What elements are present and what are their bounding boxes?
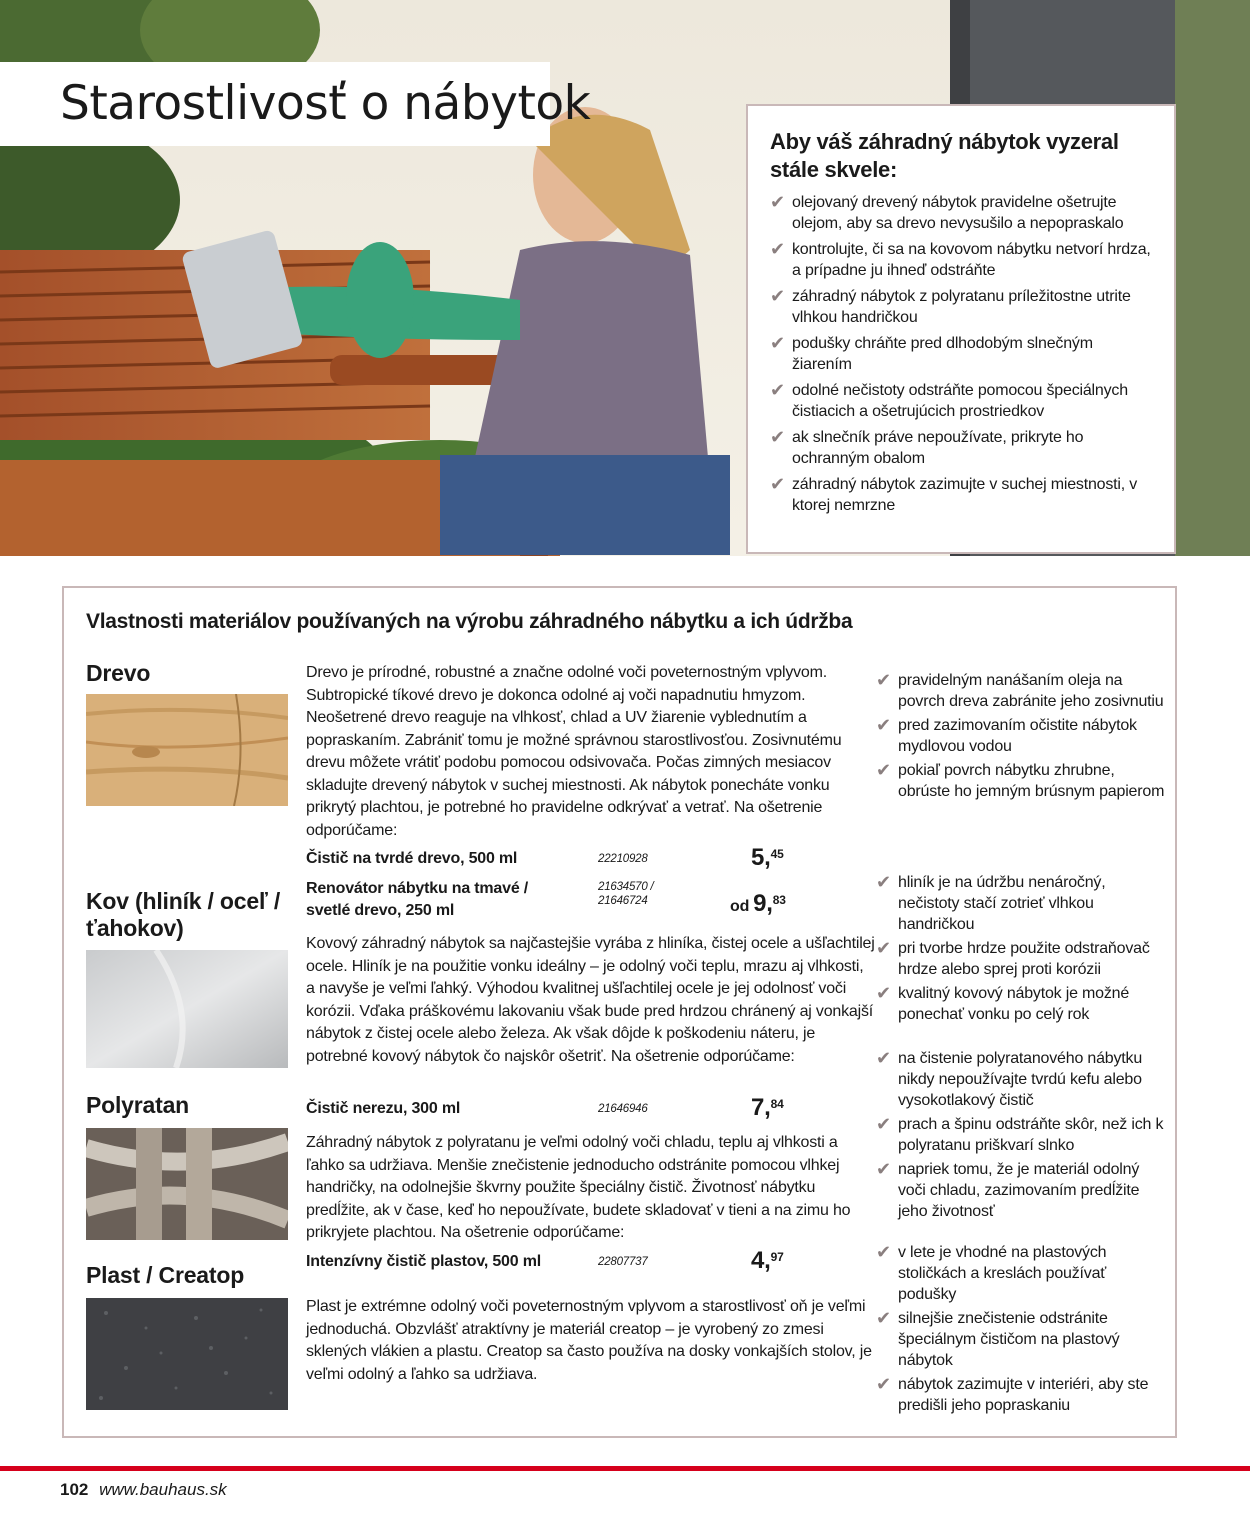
polyratan-description: Záhradný nábytok z polyratanu je veľmi odolný voči chladu, teplu aj vlhkosti a ľahko sa udržiava. Menšie znečistenie jednoducho odstránite pomocou vlhkej handričky, na odolnejšie škvrny použite špeciálny čistič. Životnosť nábytku predĺžite, ak v čase, keď ho nepoužívate, budete skladovať v tieni a na zimu ho prikryjete plachtou. Na ošetrenie odporúčame: [306,1134,851,1241]
product-price: 7,84 [751,1094,784,1121]
kov-tip: ✔ hliník je na údržbu nenáročný, nečistoty stačí zotrieť vlhkou handričkou [876,872,1106,933]
plast-description: Plast je extrémne odolný voči poveternostným vplyvom a starostlivosť oň je veľmi jednoduchá. Obzvlášť atraktívny je materiál creatop – je vyrobený zo zmesi sklených vlákien a plastu. Creatop sa často používa na dosky vonkajších stolov, je veľmi odolný a ľahko sa udržiava. [306,1298,872,1383]
product-name: Intenzívny čistič plastov, 500 ml [306,1253,541,1270]
drevo-tips [876,670,1166,805]
drevo-description: Drevo je prírodné, robustné a značne odolné voči poveternostným vplyvom. Subtropické tíkové drevo je dokonca odolné aj voči napadnutiu hmyzom. Neošetrené drevo reaguje na vlhkosť, chlad a UV žiarenie vyblednutím a popraskaním. Zabrániť tomu je možné správnou starostlivosťou. Zosivnutému drevu môžete vrátiť podobu pomocou odsivovača. Počas zimných mesiacov skladujte drevený nábytok v suchej miestnosti. Ak nábytok ponecháte vonku prikrytý plachtou, je potrebné ho pravidelne odkrývať a vetrať. Na ošetrenie odporúčame: [306,664,842,839]
product-code: 21646946 [598,1103,648,1115]
care-tip: ✔ odolné nečistoty odstráňte pomocou špeciálnych čistiacich a ošetrujúcich prostriedkov [770,380,1128,420]
product-code: 22210928 [598,853,648,865]
title-box [0,62,591,146]
footer-divider [0,1466,1250,1471]
check-icon: ✔ [876,715,891,735]
check-icon: ✔ [876,1242,891,1262]
material-title-kov: Kov (hliník / oceľ / ťahokov) [86,888,281,941]
care-tip: ✔ olejovaný drevený nábytok pravidelne ošetrujte olejom, aby sa drevo nevysušilo a nepopraskalo [770,192,1124,232]
kov-tip: ✔ pri tvorbe hrdze použite odstraňovač hrdze alebo sprej proti korózii [876,938,1150,978]
plast-tips [876,1242,1166,1419]
page-title: Starostlivosť o nábytok [60,76,591,131]
polyratan-tip: ✔ na čistenie polyratanového nábytku nikdy nepoužívajte tvrdú kefu alebo vysokotlakový čistič [876,1048,1143,1109]
polyratan-tip: ✔ napriek tomu, že je materiál odolný voči chladu, zazimovaním predĺžite jeho životnosť [876,1159,1140,1220]
check-icon: ✔ [876,1114,891,1134]
care-tip: ✔ záhradný nábytok z polyratanu príležitostne utrite vlhkou handričkou [770,286,1131,326]
product-name: Čistič nerezu, 300 ml [306,1100,461,1117]
material-title-polyratan: Polyratan [86,1092,190,1118]
website-link[interactable]: www.bauhaus.sk [99,1480,227,1499]
drevo-tip: ✔ pokiaľ povrch nábytku zhrubne, obrúste ho jemným brúsnym papierom [876,760,1165,800]
check-icon: ✔ [770,239,785,259]
check-icon: ✔ [876,1048,891,1068]
product-code: 21634570 / 21646724 [598,881,654,907]
check-icon: ✔ [770,192,785,212]
polyratan-swatch-image [86,1128,288,1240]
material-title-plast: Plast / Creatop [86,1262,245,1288]
kov-tip: ✔ kvalitný kovový nábytok je možné ponechať vonku po celý rok [876,983,1130,1023]
check-icon: ✔ [770,474,785,494]
check-icon: ✔ [876,760,891,780]
check-icon: ✔ [876,1374,891,1394]
page-number: 102 [60,1480,89,1499]
kov-tips [876,872,1166,1028]
check-icon: ✔ [770,380,785,400]
check-icon: ✔ [770,427,785,447]
product-code: 22807737 [598,1256,648,1268]
care-tip: ✔ kontrolujte, či sa na kovovom nábytku netvorí hrdza, a prípadne ju ihneď odstráňte [770,239,1151,279]
product-row [306,1094,786,1121]
check-icon: ✔ [876,872,891,892]
check-icon: ✔ [876,983,891,1003]
materials-heading: Vlastnosti materiálov používaných na výrobu záhradného nábytku a ich údržba [86,610,853,633]
plast-tip: ✔ nábytok zazimujte v interiéri, aby ste predišli jeho popraskaniu [876,1374,1149,1414]
check-icon: ✔ [876,1308,891,1328]
check-icon: ✔ [770,333,785,353]
care-tip: ✔ záhradný nábytok zazimujte v suchej miestnosti, v ktorej nemrzne [770,474,1138,514]
care-tip: ✔ ak slnečník práve nepoužívate, prikryte ho ochranným obalom [770,427,1084,467]
product-name: Čistič na tvrdé drevo, 500 ml [306,850,518,867]
check-icon: ✔ [876,670,891,690]
drevo-tip: ✔ pred zazimovaním očistite nábytok mydlovou vodou [876,715,1137,755]
polyratan-tip: ✔ prach a špinu odstráňte skôr, než ich k polyratanu priškvarí slnko [876,1114,1164,1154]
care-tip: ✔ podušky chráňte pred dlhodobým slnečným žiarením [770,333,1093,373]
product-row [306,844,786,871]
product-price: od 9,83 [730,890,786,917]
check-icon: ✔ [770,286,785,306]
materials-section [62,586,1177,1438]
drevo-tip: ✔ pravidelným nanášaním oleja na povrch dreva zabránite jeho zosivnutiu [876,670,1164,710]
check-icon: ✔ [876,938,891,958]
check-icon: ✔ [876,1159,891,1179]
plast-tip: ✔ silnejšie znečistenie odstránite špeciálnym čističom na plastový nábytok [876,1308,1120,1369]
plast-tip: ✔ v lete je vhodné na plastových stoličkách a kreslách používať podušky [876,1242,1107,1303]
product-price: 4,97 [751,1247,784,1274]
footer [60,1480,227,1500]
product-price: 5,45 [751,844,784,871]
kov-description: Kovový záhradný nábytok sa najčastejšie vyrába z hliníka, čistej ocele a ušľachtilej ocele. Hliník je na použitie vonku ideálny – je odolný voči teplu, mrazu aj vlhkosti, a navyše je veľmi ľahký. Výhodou kvalitnej ušľachtilej ocele je jej odolnosť voči korózii. Vďaka práškovému lakovaniu však bude pred hrdzou chránený aj vonkajší nábytok z čistej ocele alebo železa. Ak však dôjde k poškodeniu náteru, je potrebné kovový nábytok čo najskôr ošetriť. Na ošetrenie odporúčame: [306,935,875,1065]
product-name: Renovátor nábytku na tmavé / svetlé drevo, 250 ml [306,880,529,919]
product-row [306,878,786,922]
hero-photo [0,0,1250,556]
product-row [306,1247,786,1274]
metal-swatch-image [86,950,288,1068]
care-tips-heading: Aby váš záhradný nábytok vyzeral stále skvele: [770,129,1119,182]
material-title-drevo: Drevo [86,660,151,686]
creatop-swatch-image [86,1298,288,1410]
care-tips-box [746,104,1176,554]
polyratan-tips [876,1048,1166,1225]
wood-swatch-image [86,694,288,806]
